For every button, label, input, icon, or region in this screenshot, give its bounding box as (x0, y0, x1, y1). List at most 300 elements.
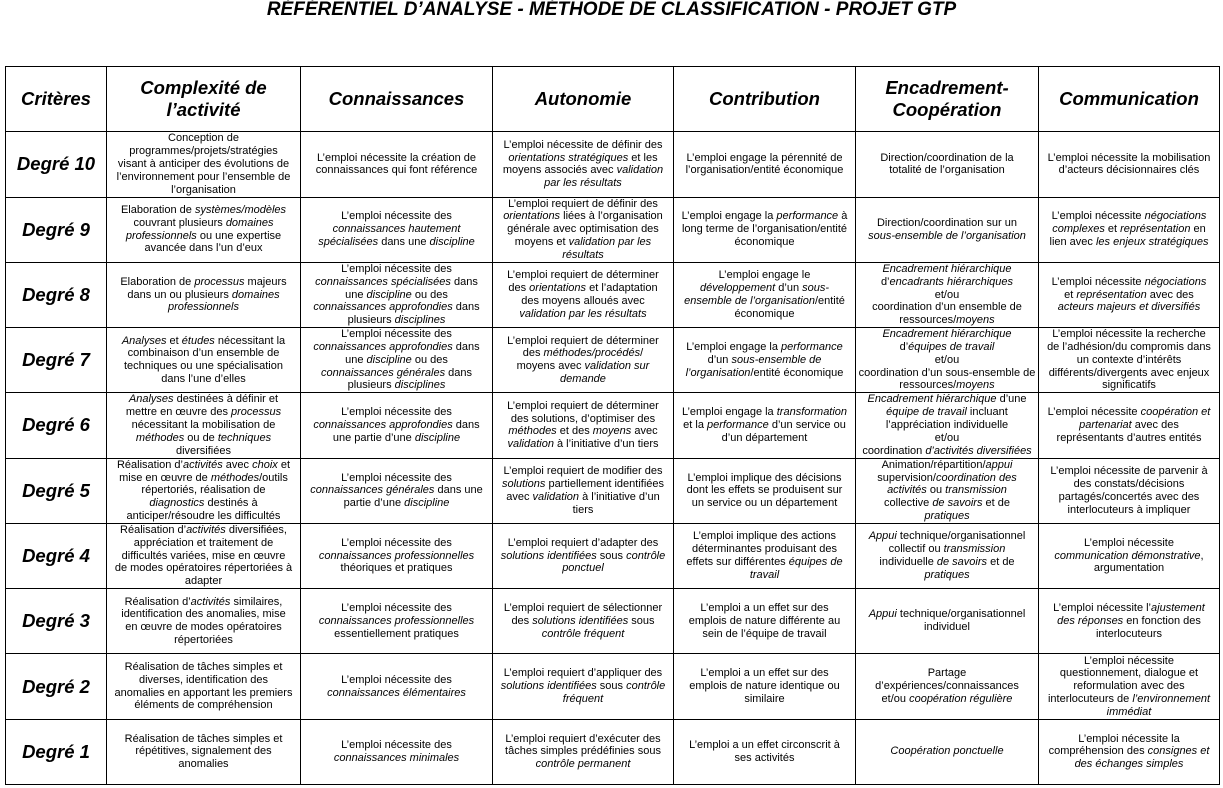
text-normal: dans plusieurs (347, 301, 480, 327)
cell-communication (1039, 393, 1220, 458)
text-italic: communication démonstrative (1054, 549, 1201, 562)
column-header-autonomie: Autonomie (493, 67, 674, 132)
text-normal: L’emploi nécessite la recherche de l’adhésion/du compromis dans un contexte d’intérêts différents/divergents avec enjeux significatifs (1047, 328, 1211, 392)
text-italic: domaines professionnels (168, 288, 280, 314)
cell-complexite (107, 328, 301, 393)
text-italic: sous-ensemble de l’organisation (868, 229, 1026, 242)
text-normal: L’emploi nécessite de parvenir à des constats/décisions partagés/concertés avec des interlocuteurs à impliquer (1050, 465, 1208, 516)
text-italic: contrôle fréquent (541, 627, 625, 640)
text-italic: validation sur demande (560, 360, 650, 385)
text-normal: d’ (899, 341, 909, 353)
text-normal: avec des représentants d’autres entités (1056, 419, 1202, 444)
text-italic: les enjeux stratégiques (1095, 236, 1209, 249)
cell-text (686, 152, 844, 178)
text-normal: et/ou coordination d’un sous-ensemble de ressources/ (858, 353, 1036, 392)
text-italic: transmission (943, 543, 1006, 556)
text-italic: validation (532, 490, 580, 503)
row-label-degre: Degré 9 (6, 198, 107, 263)
cell-text (126, 393, 281, 457)
cell-text (689, 739, 840, 765)
text-normal: L’emploi engage la (686, 341, 782, 353)
text-normal: d’un (707, 353, 729, 366)
cell-connaissances (301, 589, 493, 654)
column-header-complexite: Complexité de l’activité (107, 67, 301, 132)
cell-encadrement (856, 720, 1039, 785)
text-italic: connaissances élémentaires (327, 686, 466, 699)
cell-autonomie (493, 720, 674, 785)
cell-text (503, 198, 663, 262)
cell-text (1048, 655, 1210, 719)
text-normal: Conception de programmes/projets/stratégies visant à anticiper des évolutions de l’environnement pour l’ensemble de l’organisation (116, 132, 291, 196)
text-normal: L’emploi nécessite l’ (1053, 602, 1152, 615)
column-header-criteres: Critères (6, 67, 107, 132)
cell-text (313, 406, 479, 444)
cell-text (507, 400, 659, 451)
cell-connaissances (301, 328, 493, 393)
text-italic: développement (699, 282, 776, 295)
classification-table (5, 66, 1220, 785)
text-italic: Appui (868, 608, 897, 621)
cell-text (1054, 537, 1203, 575)
cell-contribution (674, 132, 856, 197)
cell-text (313, 328, 479, 392)
cell-autonomie (493, 459, 674, 524)
text-normal: et (1104, 223, 1121, 236)
cell-text (117, 459, 290, 523)
text-normal: / moyens avec (516, 347, 644, 373)
text-normal: /entité économique (734, 294, 845, 320)
cell-text (117, 132, 291, 196)
cell-text (503, 139, 663, 190)
text-italic: méthodes (135, 431, 185, 444)
text-normal: dans plusieurs (347, 366, 473, 392)
text-italic: transmission (945, 484, 1007, 497)
text-italic: choix (252, 458, 278, 471)
cell-complexite (107, 459, 301, 524)
text-italic: coordination des activités (887, 471, 1017, 497)
cell-text (868, 217, 1026, 243)
text-normal: et (166, 334, 182, 347)
text-normal: ou des (414, 353, 448, 366)
text-normal: et/ou coordination d’un ensemble de ressources/ (872, 288, 1022, 327)
text-italic: de savoirs (936, 555, 988, 568)
text-normal: d’un service ou d’un département (721, 419, 846, 444)
text-normal: L’emploi implique des actions déterminantes produisant des effets sur différentes (686, 530, 837, 568)
row-label-degre: Degré 1 (6, 720, 107, 785)
text-italic: discipline (366, 353, 412, 366)
text-italic: diagnostics (149, 497, 205, 510)
text-normal: L’emploi nécessite des (341, 328, 452, 341)
text-normal: L’emploi nécessite des (341, 262, 452, 275)
text-italic: Encadrement hiérarchique (867, 393, 997, 406)
text-normal: à l’initiative d’un tiers (553, 438, 659, 451)
text-normal: individuelle (879, 555, 934, 568)
cell-encadrement (856, 459, 1039, 524)
text-normal: Elaboration de (120, 204, 195, 217)
text-normal: L’emploi requiert d’exécuter des tâches simples prédéfinies sous (505, 732, 661, 758)
text-italic: orientations (503, 210, 561, 223)
text-normal: sous (631, 614, 655, 627)
text-italic: orientations (529, 282, 587, 295)
text-normal: à long terme de l’organisation/entité économique (681, 210, 848, 249)
cell-encadrement (856, 393, 1039, 458)
cell-text (319, 602, 474, 640)
text-normal: avec des (1149, 288, 1194, 301)
cell-contribution (674, 198, 856, 263)
text-italic: connaissances approfondies (313, 341, 453, 353)
text-italic: transformation (776, 406, 848, 419)
text-normal: collective (884, 497, 930, 510)
text-italic: représentation (1076, 288, 1147, 301)
cell-text (890, 745, 1003, 758)
text-italic: solutions identifiées (532, 614, 629, 627)
text-normal: nécessitant la mobilisation de (131, 419, 276, 432)
text-normal: dans une (378, 236, 430, 249)
text-normal: et les moyens associés avec (502, 151, 658, 177)
cell-communication (1039, 132, 1220, 197)
text-italic: discipline (366, 288, 412, 301)
row-label-degre: Degré 10 (6, 132, 107, 197)
text-normal: L’emploi nécessite la création de connaissances qui font référence (315, 151, 478, 177)
text-normal: en lien avec (1049, 223, 1206, 249)
text-italic: Coopération ponctuelle (890, 745, 1004, 758)
text-italic: connaissances spécialisées (315, 275, 451, 288)
cell-text (507, 269, 659, 320)
text-italic: connaissances générales (310, 484, 435, 497)
text-italic: pratiques (924, 568, 970, 581)
cell-text (859, 328, 1036, 392)
text-normal: /outils répertoriés, réalisation de (141, 471, 288, 497)
text-normal: L’emploi nécessite (1051, 210, 1145, 223)
text-italic: processus (194, 275, 245, 288)
cell-text (502, 465, 664, 516)
text-normal: L’emploi requiert de déterminer des (507, 269, 659, 295)
cell-autonomie (493, 524, 674, 589)
text-normal: L’emploi nécessite la mobilisation d’acteurs décisionnaires clés (1047, 151, 1211, 177)
text-italic: moyens (956, 314, 995, 327)
text-italic: acteurs majeurs et diversifiés (1057, 301, 1201, 314)
text-normal: L’emploi nécessite questionnement, dialogue et reformulation avec des interlocuteurs de (1047, 654, 1199, 705)
text-normal: technique/organisationnel collectif ou (888, 530, 1026, 556)
text-normal: L’emploi requiert de modifier des (503, 465, 663, 478)
text-normal: , argumentation (1093, 549, 1204, 575)
text-normal: L’emploi requiert d’adapter des (507, 536, 659, 549)
text-normal: L’emploi requiert d’appliquer des (503, 667, 663, 680)
text-italic: coopération et partenariat (1079, 406, 1211, 432)
cell-text (313, 263, 479, 327)
text-normal: théoriques et pratiques (340, 562, 453, 575)
text-italic: moyens (956, 379, 995, 392)
cell-text (504, 602, 662, 640)
cell-communication (1039, 524, 1220, 589)
text-normal: d’un (775, 282, 803, 295)
text-normal: Réalisation de tâches simples et diverses, identification des anomalies en apportant les premiers éléments de compréhension (114, 660, 293, 712)
cell-text (1048, 152, 1211, 178)
text-normal: Réalisation d’ (124, 595, 191, 608)
text-italic: Encadrement hiérarchique (882, 262, 1012, 275)
text-normal: et des (556, 425, 593, 438)
column-header-communication: Communication (1039, 67, 1220, 132)
text-normal: et mise en œuvre de (119, 458, 291, 484)
text-normal: L’emploi nécessite (1084, 536, 1174, 549)
text-italic: appui (985, 458, 1013, 471)
cell-connaissances (301, 524, 493, 589)
cell-complexite (107, 263, 301, 328)
text-normal: essentiellement pratiques (334, 627, 459, 640)
text-italic: d’activités diversifiées (925, 444, 1032, 457)
cell-autonomie (493, 654, 674, 719)
text-normal: Partage d’expériences/connaissances et/ou (875, 667, 1019, 705)
cell-text (869, 530, 1026, 581)
text-italic: orientations stratégiques (508, 151, 629, 164)
cell-encadrement (856, 132, 1039, 197)
cell-text (687, 472, 843, 510)
text-normal: ou une expertise avancée dans l’un d’eux (144, 229, 282, 255)
text-normal: ou de (184, 431, 218, 444)
text-normal: L’emploi requiert de définir des (508, 197, 658, 210)
text-italic: connaissances professionnelles (318, 614, 475, 627)
text-normal: Elaboration de (120, 275, 195, 288)
text-italic: contrôle ponctuel (562, 549, 666, 575)
text-normal: dans une (345, 341, 480, 366)
text-normal: L’emploi engage la (681, 210, 777, 223)
text-italic: représentation (1120, 223, 1191, 236)
text-normal: et de (990, 555, 1015, 568)
text-normal: destinés à anticiper/résoudre les difficultés (126, 497, 281, 522)
text-normal: L’emploi engage la (681, 406, 777, 419)
text-italic: Analyses (128, 393, 174, 406)
text-italic: performance (776, 210, 839, 223)
cell-text (334, 739, 459, 765)
cell-text (121, 204, 286, 255)
cell-communication (1039, 720, 1220, 785)
cell-communication (1039, 198, 1220, 263)
text-italic: activités (186, 524, 226, 536)
text-normal: Direction/coordination sur un (876, 216, 1017, 229)
text-normal: ou des (414, 288, 448, 301)
cell-encadrement (856, 263, 1039, 328)
cell-connaissances (301, 393, 493, 458)
text-normal: liées à l’organisation générale avec optimisation des moyens et (507, 210, 663, 249)
cell-communication (1039, 459, 1220, 524)
text-normal: en fonction des interlocuteurs (1095, 614, 1201, 640)
row-label-degre: Degré 6 (6, 393, 107, 458)
text-italic: techniques (217, 431, 272, 444)
text-italic: consignes et des échanges simples (1074, 745, 1210, 771)
text-normal: L’emploi requiert de sélectionner des (503, 602, 663, 627)
text-normal: L’emploi engage le (718, 269, 811, 282)
text-normal: L’emploi implique des décisions dont les effets se produisent sur un service ou un département (686, 471, 843, 510)
text-normal: majeurs dans un ou plusieurs (127, 275, 287, 301)
cell-communication (1039, 589, 1220, 654)
text-normal: Direction/coordination de la totalité de l’organisation (880, 151, 1014, 177)
text-italic: moyens (592, 425, 632, 438)
text-italic: discipline (429, 236, 475, 249)
cell-complexite (107, 198, 301, 263)
text-normal: L’emploi a un effet sur des emplois de nature identique ou similaire (689, 667, 840, 705)
text-normal: L’emploi a un effet sur des emplois de nature différente au sein de l’équipe de travail (688, 602, 841, 640)
text-italic: connaissances minimales (333, 751, 460, 764)
cell-text (316, 152, 477, 178)
cell-text (684, 269, 845, 320)
text-italic: validation par les résultats (519, 307, 647, 320)
text-normal: d’ (880, 275, 890, 288)
text-italic: connaissances approfondies (313, 419, 453, 432)
cell-text (501, 667, 666, 705)
text-normal: Réalisation d’ (116, 458, 183, 471)
text-italic: méthodes (508, 425, 557, 438)
cell-autonomie (493, 393, 674, 458)
cell-contribution (674, 459, 856, 524)
cell-connaissances (301, 132, 493, 197)
text-italic: disciplines (394, 314, 446, 327)
text-italic: solutions identifiées (500, 549, 597, 562)
text-italic: sous-ensemble de l’organisation (685, 353, 822, 379)
text-normal: L’emploi nécessite des (341, 210, 452, 223)
text-normal: nécessitant la combinaison d’un ensemble de techniques ou une spécialisation dans l’une d’elles (123, 334, 286, 385)
cell-text (872, 263, 1022, 327)
text-italic: négociations (1144, 275, 1207, 288)
row-label-degre: Degré 8 (6, 263, 107, 328)
cell-communication (1039, 263, 1220, 328)
text-normal: L’emploi nécessite des (341, 536, 452, 549)
cell-text (682, 210, 848, 248)
page-title: RÉFÉRENTIEL D’ANALYSE - MÉTHODE DE CLASSIFICATION - PROJET GTP (266, 0, 957, 20)
cell-text (1050, 465, 1207, 516)
text-normal: incluant l’appréciation individuelle et/ou coordination (862, 406, 1009, 457)
text-italic: validation par les résultats (562, 236, 652, 261)
text-italic: équipes de travail (749, 555, 843, 581)
cell-text (1048, 406, 1211, 444)
text-italic: solutions identifiées (500, 680, 597, 693)
text-italic: coopération régulière (909, 692, 1013, 705)
cell-contribution (674, 589, 856, 654)
text-italic: systèmes/modèles (194, 204, 287, 217)
text-normal: supervision/ (877, 471, 936, 484)
cell-text (310, 472, 482, 510)
cell-connaissances (301, 654, 493, 719)
text-normal: L’emploi nécessite des (341, 602, 452, 615)
cell-text (318, 210, 475, 248)
text-italic: connaissances générales (320, 366, 446, 379)
text-italic: connaissances hautement spécialisées (318, 223, 461, 249)
cell-text (689, 667, 839, 705)
cell-text (327, 674, 466, 700)
cell-complexite (107, 589, 301, 654)
text-normal: et (1064, 288, 1074, 301)
text-italic: équipes de travail (908, 341, 995, 353)
text-italic: méthodes/procédés (543, 347, 641, 360)
text-italic: négociations complexes (1052, 210, 1207, 236)
cell-text (1053, 602, 1205, 640)
text-normal: L’emploi requiert de déterminer des (507, 334, 659, 360)
cell-text (880, 152, 1013, 178)
text-italic: contrôle fréquent (562, 680, 666, 705)
text-italic: performance (707, 419, 769, 432)
cell-communication (1039, 328, 1220, 393)
cell-text (862, 393, 1031, 457)
cell-complexite (107, 524, 301, 589)
text-italic: méthodes (210, 471, 260, 484)
text-italic: Appui (868, 530, 897, 543)
text-normal: avec (222, 458, 253, 471)
text-normal: L’emploi requiert de déterminer des solutions, d’optimiser des (507, 399, 659, 425)
cell-text (501, 537, 666, 575)
text-italic: l’environnement immédiat (1106, 692, 1211, 718)
cell-text (115, 524, 292, 588)
cell-connaissances (301, 198, 493, 263)
row-label-degre: Degré 2 (6, 654, 107, 719)
cell-text (689, 602, 840, 640)
text-italic: performance (781, 341, 843, 353)
text-normal: Animation/répartition/ (881, 458, 986, 471)
column-header-contribution: Contribution (674, 67, 856, 132)
text-normal: couvrant plusieurs (133, 216, 223, 229)
text-normal: L’emploi engage la pérennité de l’organisation/entité économique (685, 151, 844, 177)
cell-text (507, 335, 659, 386)
text-normal: destinées à définir et mettre en œuvre des (125, 393, 279, 419)
text-italic: solutions (501, 477, 546, 490)
cell-autonomie (493, 198, 674, 263)
text-italic: validation (507, 438, 554, 451)
text-normal: dans une partie d’une (332, 419, 480, 444)
text-normal: L’emploi nécessite (1047, 406, 1141, 419)
cell-connaissances (301, 263, 493, 328)
text-normal: avec (634, 425, 658, 438)
cell-text (1050, 210, 1209, 248)
cell-autonomie (493, 328, 674, 393)
text-normal: L’emploi nécessite des (341, 471, 452, 484)
text-italic: discipline (414, 431, 461, 444)
cell-text (1047, 328, 1211, 392)
text-normal: à l’initiative d’un tiers (572, 490, 660, 516)
cell-text (121, 596, 285, 647)
cell-communication (1039, 654, 1220, 719)
text-normal: L’emploi nécessite la compréhension des (1048, 732, 1180, 758)
cell-text (869, 608, 1026, 634)
cell-connaissances (301, 720, 493, 785)
text-normal: L’emploi nécessite des (341, 738, 452, 751)
cell-autonomie (493, 589, 674, 654)
text-normal: sous (596, 680, 627, 693)
text-italic: domaines professionnels (125, 216, 274, 242)
cell-complexite (107, 393, 301, 458)
text-italic: activités (190, 595, 231, 608)
text-italic: disciplines (394, 379, 446, 392)
text-italic: de savoirs (932, 497, 983, 510)
text-italic: connaissances professionnelles (318, 549, 475, 562)
text-normal: Réalisation de tâches simples et répétitives, signalement des anomalies (124, 732, 283, 771)
text-normal: L’emploi a un effet circonscrit à ses activités (689, 738, 840, 764)
column-header-encadrement: Encadrement-Coopération (856, 67, 1039, 132)
text-normal: /entité économique (750, 366, 844, 379)
cell-contribution (674, 654, 856, 719)
cell-connaissances (301, 459, 493, 524)
text-normal: ou (926, 484, 946, 497)
cell-text (122, 335, 285, 386)
cell-text (319, 537, 474, 575)
text-italic: pratiques (924, 509, 970, 522)
cell-text (686, 341, 844, 379)
cell-text (1052, 276, 1207, 314)
cell-autonomie (493, 132, 674, 197)
text-italic: études (181, 334, 215, 347)
text-italic: connaissances approfondies (313, 301, 453, 314)
text-normal: et de (985, 497, 1010, 510)
cell-contribution (674, 263, 856, 328)
text-normal: technique/organisationnel individuel (899, 608, 1026, 634)
text-normal: L’emploi nécessite (1051, 275, 1145, 288)
